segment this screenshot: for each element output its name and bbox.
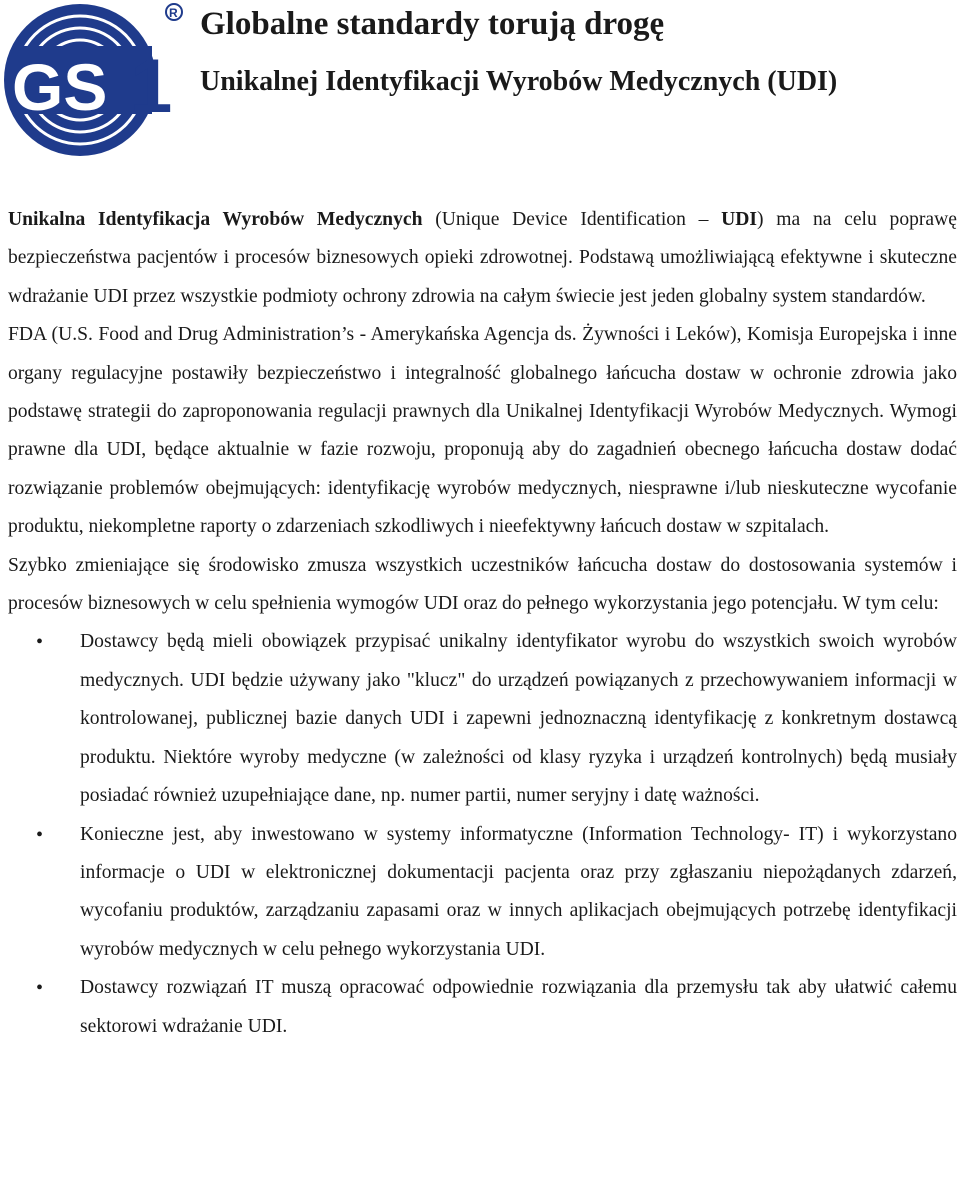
logo-gs-text: GS <box>12 50 108 124</box>
list-item <box>8 623 957 815</box>
intro-text-b: ) ma na celu poprawę bezpieczeństwa pacjentów i procesów biznesowych opieki zdrowotnej. Podstawą umożliwiającą efektywne i skuteczne wdrażanie UDI przez wszystkie podmioty ochrony zdrowia na całym świecie jest jeden globalny system standardów. <box>8 209 957 307</box>
page-title: Globalne standardy torują drogę <box>200 6 665 42</box>
list-item <box>8 969 957 1046</box>
list-item-text: Dostawcy będą mieli obowiązek przypisać unikalny identyfikator wyrobu do wszystkich swoich wyrobów medycznych. UDI będzie używany jako "klucz" do urządzeń powiązanych z przechowywaniem informacji w kontrolowanej, publicznej bazie danych UDI i zapewni jednoznaczną identyfikację z konkretnym dostawcą produktu. Niektóre wyroby medyczne (w zależności od klasy ryzyka i urządzeń kontrolnych) będą musiały posiadać również uzupełniające dane, np. numer partii, numer seryjny i datę ważności. <box>80 631 957 807</box>
title-block <box>200 4 950 100</box>
registered-mark: R <box>169 6 178 20</box>
paragraph-environment: Szybko zmieniające się środowisko zmusza wszystkich uczestników łańcucha dostaw do dostosowania systemów i procesów biznesowych w celu spełnienia wymogów UDI oraz do pełnego wykorzystania jego potencjału. W tym celu: <box>8 554 957 615</box>
bullet-icon: • <box>36 977 44 1000</box>
intro-text-a: (Unique Device Identification – <box>422 209 722 230</box>
list-item <box>8 816 957 970</box>
document-body <box>8 201 957 1046</box>
term-udi-full: Unikalna Identyfikacja Wyrobów Medycznych <box>8 209 423 230</box>
term-udi: UDI <box>721 209 758 230</box>
page-subtitle: Unikalnej Identyfikacji Wyrobów Medycznych (UDI) <box>200 66 838 97</box>
paragraph-intro <box>8 201 957 316</box>
bullet-list <box>8 623 957 1045</box>
gs1-logo <box>2 0 188 160</box>
bullet-icon: • <box>36 631 44 654</box>
paragraph-regulators: FDA (U.S. Food and Drug Administration’s - Amerykańska Agencja ds. Żywności i Leków), Komisja Europejska i inne organy regulacyjne postawiły bezpieczeństwo i integralność globalnego łańcucha dostaw w ochronie zdrowia jako podstawę strategii do zaproponowania regulacji prawnych dla Unikalnej Identyfikacji Wyrobów Medycznych. Wymogi prawne dla UDI, będące aktualnie w fazie rozwoju, proponują aby do zagadnień obecnego łańcucha dostaw dodać rozwiązanie problemów obejmujących: identyfikację wyrobów medycznych, niesprawne i/lub nieskuteczne wycofanie produktu, niekompletne raporty o zdarzeniach szkodliwych i nieefektywny łańcuch dostaw w szpitalach. <box>8 324 957 538</box>
logo-one-text: 1 <box>130 44 173 129</box>
list-item-text: Konieczne jest, aby inwestowano w systemy informatyczne (Information Technology- IT) i wykorzystano informacje o UDI w elektronicznej dokumentacji pacjenta oraz przy zgłaszaniu niepożądanych zdarzeń, wycofaniu produktów, zarządzaniu zapasami oraz w innych aplikacjach obejmujących potrzebę identyfikacji wyrobów medycznych w celu pełnego wykorzystania UDI. <box>80 823 957 960</box>
list-item-text: Dostawcy rozwiązań IT muszą opracować odpowiednie rozwiązania dla przemysłu tak aby ułatwić całemu sektorowi wdrażanie UDI. <box>80 977 957 1037</box>
bullet-icon: • <box>36 823 44 846</box>
